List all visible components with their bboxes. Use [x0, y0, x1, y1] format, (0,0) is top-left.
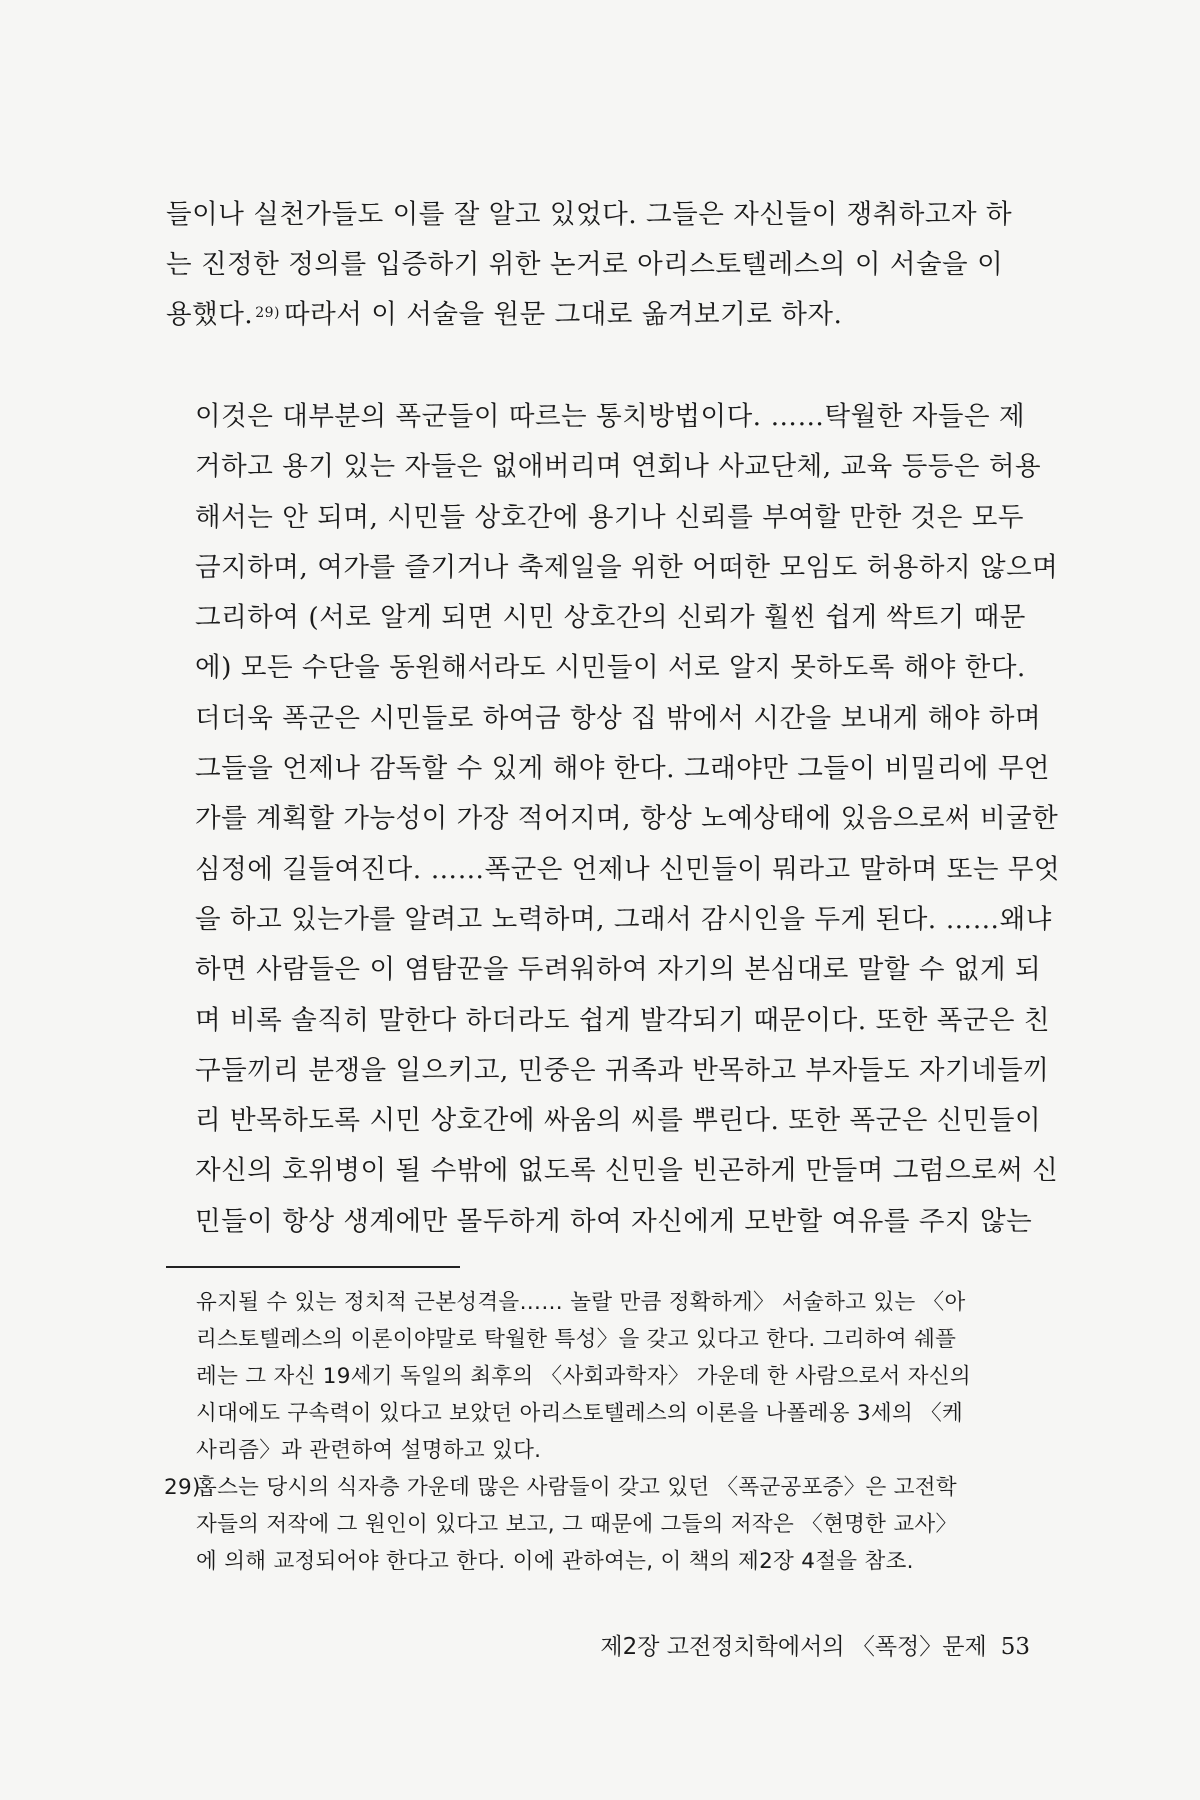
footnote-line: 리스토텔레스의 이론이야말로 탁월한 특성〉을 갖고 있다고 한다. 그리하여 쉐플 — [196, 1327, 957, 1352]
quote-line: 가를 계획할 가능성이 가장 적어지며, 항상 노예상태에 있음으로써 비굴한 — [195, 803, 1059, 835]
footnote-ref-29[interactable]: 29) — [255, 305, 281, 321]
footnote-line: 유지될 수 있는 정치적 근본성격을…… 놀랄 만큼 정확하게〉 서술하고 있는 〈아 — [196, 1290, 966, 1315]
footnote-29 — [164, 1469, 1046, 1580]
quote-line: 자신의 호위병이 될 수밖에 없도록 신민을 빈곤하게 만들며 그럼으로써 신 — [195, 1155, 1059, 1187]
text-line — [166, 290, 1046, 340]
quote-line: 이것은 대부분의 폭군들이 따르는 통치방법이다. ……탁월한 자들은 제 — [195, 401, 1026, 432]
quote-line: 을 하고 있는가를 알려고 노력하며, 그래서 감시인을 두게 된다. ……왜냐 — [195, 903, 1052, 935]
quote-line: 민들이 항상 생계에만 몰두하게 하여 자신에게 모반할 여유를 주지 않는 — [195, 1205, 1033, 1237]
quote-line: 구들끼리 분쟁을 일으키고, 민중은 귀족과 반목하고 부자들도 자기네들끼 — [195, 1054, 1050, 1086]
text-line: 는 진정한 정의를 입증하기 위한 논거로 아리스토텔레스의 이 서술을 이 — [166, 249, 1004, 280]
quote-line: 금지하며, 여가를 즐기거나 축제일을 위한 어떠한 모임도 허용하지 않으며 — [195, 551, 1059, 583]
chapter-title: 제2장 고전정치학에서의 〈폭정〉문제 — [600, 1634, 987, 1660]
page-number: 53 — [1000, 1634, 1030, 1660]
block-quote — [195, 392, 1061, 1247]
footnote-line: 시대에도 구속력이 있다고 보았던 아리스토텔레스의 이론을 나폴레옹 3세의 〈케 — [196, 1401, 964, 1426]
quote-line: 그들을 언제나 감독할 수 있게 해야 한다. 그래야만 그들이 비밀리에 무언 — [195, 753, 1051, 785]
quote-line: 더더욱 폭군은 시민들로 하여금 항상 집 밖에서 시간을 보내게 해야 하며 — [195, 702, 1042, 734]
footnote-line: 에 의해 교정되어야 한다고 한다. 이에 관하여는, 이 책의 제2장 4절을 참조. — [196, 1549, 914, 1574]
footnote-29-text — [196, 1469, 1046, 1580]
footnote-divider — [166, 1266, 460, 1268]
quote-line: 심정에 길들여진다. ……폭군은 언제나 신민들이 뭐라고 말하며 또는 무엇 — [195, 853, 1061, 885]
running-footer — [600, 1632, 1030, 1662]
footnote-line: 홉스는 당시의 식자층 가운데 많은 사람들이 갖고 있던 〈폭군공포증〉은 고전학 — [196, 1475, 957, 1500]
quote-line: 그리하여 (서로 알게 되면 시민 상호간의 신뢰가 훨씬 쉽게 싹트기 때문 — [195, 602, 1026, 634]
intro-paragraph — [166, 190, 1046, 340]
quote-line: 리 반목하도록 시민 상호간에 싸움의 씨를 뿌린다. 또한 폭군은 신민들이 — [195, 1105, 1042, 1137]
footnote-line: 레는 그 자신 19세기 독일의 최후의 〈사회과학자〉 가운데 한 사람으로서 자신의 — [196, 1364, 971, 1389]
text-segment: 따라서 이 서술을 원문 그대로 옮겨보기로 하자. — [284, 299, 843, 330]
quote-line: 에) 모든 수단을 동원해서라도 시민들이 서로 알지 못하도록 해야 한다. — [195, 652, 1026, 684]
quote-line: 거하고 용기 있는 자들은 없애버리며 연회나 사교단체, 교육 등등은 허용 — [195, 451, 1042, 483]
footnote-line: 자들의 저작에 그 원인이 있다고 보고, 그 때문에 그들의 저작은 〈현명한 교사〉 — [196, 1512, 958, 1537]
footnote-number: 29) — [164, 1475, 201, 1500]
quote-line: 며 비록 솔직히 말한다 하더라도 쉽게 발각되기 때문이다. 또한 폭군은 친 — [195, 1004, 1051, 1036]
quote-line: 하면 사람들은 이 염탐꾼을 두려워하여 자기의 본심대로 말할 수 없게 되 — [195, 954, 1042, 986]
quote-line: 해서는 안 되며, 시민들 상호간에 용기나 신뢰를 부여할 만한 것은 모두 — [195, 501, 1024, 533]
text-line: 들이나 실천가들도 이를 잘 알고 있었다. 그들은 자신들이 쟁취하고자 하 — [166, 199, 1013, 230]
footnote-line: 사리즘〉과 관련하여 설명하고 있다. — [196, 1438, 542, 1463]
footnotes — [164, 1284, 1046, 1580]
text-segment: 용했다. — [166, 299, 254, 330]
footnote-continued — [196, 1284, 1046, 1469]
